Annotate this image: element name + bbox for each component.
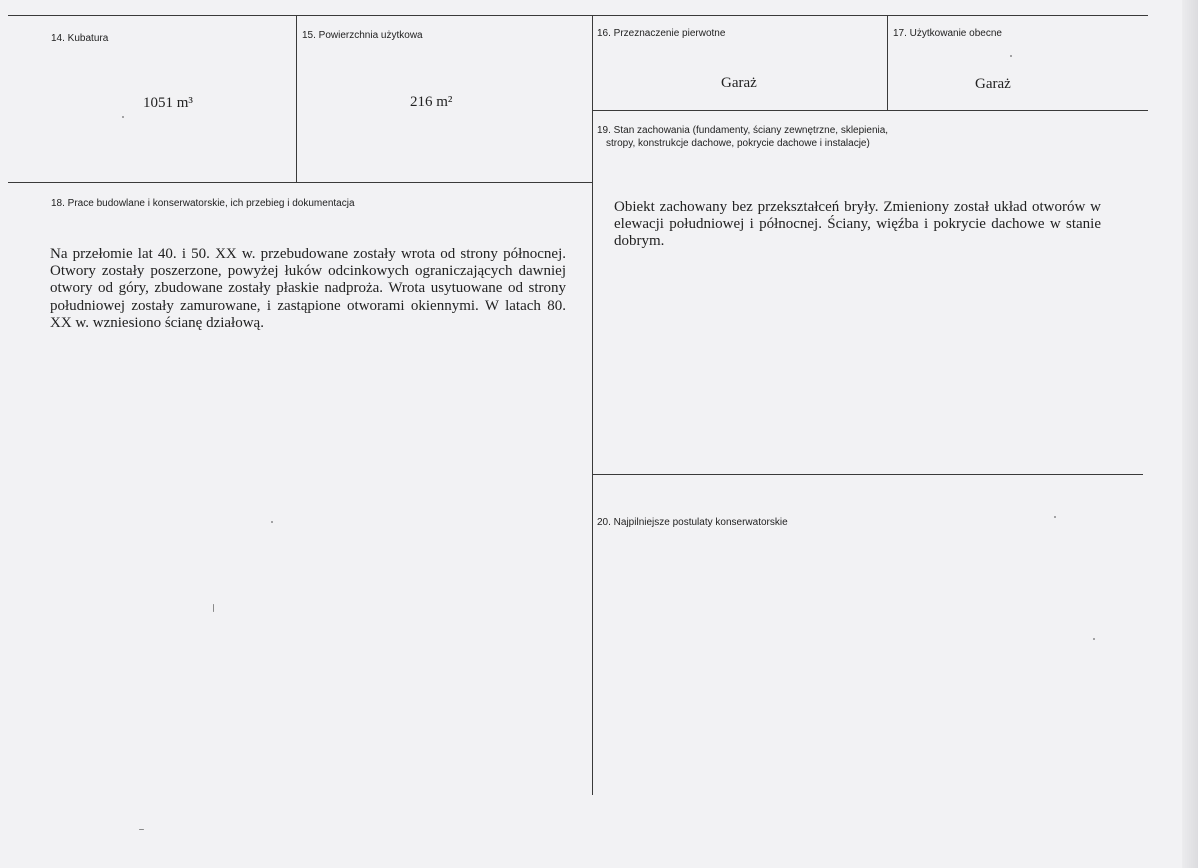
field-20-label: 20. Najpilniejsze postulaty konserwatorskie — [597, 517, 788, 528]
scan-speck — [213, 604, 214, 612]
scan-speck — [139, 829, 144, 830]
rule-under-14-15 — [8, 182, 592, 183]
field-17-label: 17. Użytkowanie obecne — [893, 28, 1002, 39]
field-14-label: 14. Kubatura — [51, 33, 109, 44]
divider-center — [592, 15, 593, 795]
field-15-value: 216 m² — [410, 94, 453, 110]
field-18-label: 18. Prace budowlane i konserwatorskie, ich przebieg i dokumentacja — [51, 198, 355, 209]
field-19-text: Obiekt zachowany bez przekształceń bryły. Zmieniony został układ otworów w elewacji południowej i północnej. Ściany, więźba i pokrycie dachowe w stanie dobrym. — [614, 199, 1101, 250]
rule-under-16-17 — [592, 110, 1148, 111]
scan-speck — [1093, 638, 1095, 640]
paper-edge — [1182, 0, 1198, 868]
field-17-value: Garaż — [975, 76, 1011, 92]
top-rule — [8, 15, 1148, 16]
field-19-label-line1: 19. Stan zachowania (fundamenty, ściany zewnętrzne, sklepienia, — [597, 125, 889, 136]
field-19-label-line2: stropy, konstrukcje dachowe, pokrycie dachowe i instalacje) — [606, 138, 870, 149]
scan-speck — [1054, 516, 1056, 518]
scan-speck — [122, 116, 124, 118]
field-19-label — [597, 124, 957, 150]
scan-speck — [271, 521, 273, 523]
field-15-label: 15. Powierzchnia użytkowa — [302, 30, 423, 41]
rule-above-20 — [592, 474, 1143, 475]
scan-speck — [1010, 55, 1012, 57]
divider-14-15 — [296, 15, 297, 183]
field-16-label: 16. Przeznaczenie pierwotne — [597, 28, 726, 39]
field-18-text: Na przełomie lat 40. i 50. XX w. przebudowane zostały wrota od strony północnej. Otwory zostały poszerzone, powyżej łuków odcinkowych ograniczających dawniej otwory od góry, zbudowane zostały płaskie nadproża. Wrota usytuowane od strony południowej zostały zamurowane, i zastąpione otworami okiennymi. W latach 80. XX w. wzniesiono ścianę działową. — [50, 246, 566, 331]
field-14-value: 1051 m³ — [143, 95, 193, 111]
divider-16-17 — [887, 15, 888, 110]
field-16-value: Garaż — [721, 75, 757, 91]
